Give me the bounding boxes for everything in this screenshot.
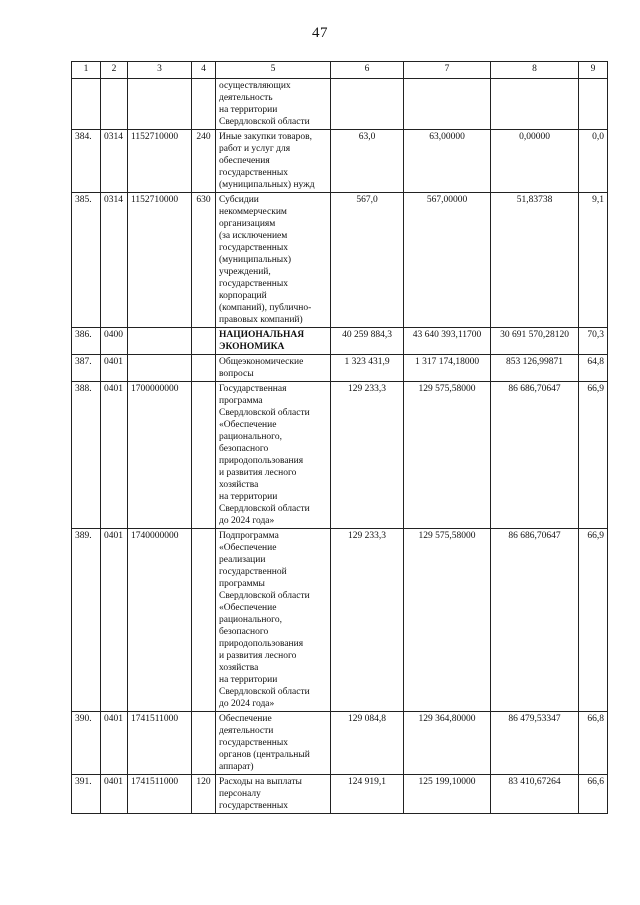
target-article-cell: 1741511000 [128,712,192,775]
budget-table [71,61,608,814]
section-code-cell: 0314 [101,193,128,328]
target-article-cell [128,355,192,382]
item-name-cell: НАЦИОНАЛЬНАЯ ЭКОНОМИКА [216,328,331,355]
executed-amount-cell: 86 686,70647 [491,529,579,712]
target-article-cell [128,79,192,130]
item-name-cell: Общеэкономические вопросы [216,355,331,382]
target-article-cell: 1740000000 [128,529,192,712]
column-header-6: 6 [331,62,404,79]
execution-percent-cell [579,79,608,130]
row-number-cell [72,79,101,130]
execution-percent-cell: 64,8 [579,355,608,382]
revised-amount-cell: 567,00000 [404,193,491,328]
target-article-cell: 1152710000 [128,130,192,193]
target-article-cell: 1741511000 [128,775,192,814]
execution-percent-cell: 66,9 [579,529,608,712]
expense-type-cell [192,382,216,529]
revised-amount-cell: 125 199,10000 [404,775,491,814]
item-name-cell: Расходы на выплаты персоналу государственных [216,775,331,814]
table-row [72,775,608,814]
approved-amount-cell: 1 323 431,9 [331,355,404,382]
table-row [72,193,608,328]
item-name-cell: Государственная программа Свердловской области «Обеспечение рационального, безопасного природопользования и развития лесного хозяйства на территории Свердловской области до 2024 года» [216,382,331,529]
table-row [72,328,608,355]
column-header-2: 2 [101,62,128,79]
row-number-cell: 384. [72,130,101,193]
target-article-cell: 1152710000 [128,193,192,328]
executed-amount-cell: 30 691 570,28120 [491,328,579,355]
expense-type-cell [192,79,216,130]
revised-amount-cell: 43 640 393,11700 [404,328,491,355]
row-number-cell: 390. [72,712,101,775]
revised-amount-cell: 1 317 174,18000 [404,355,491,382]
executed-amount-cell: 83 410,67264 [491,775,579,814]
section-code-cell: 0401 [101,382,128,529]
section-code-cell: 0314 [101,130,128,193]
revised-amount-cell [404,79,491,130]
approved-amount-cell: 129 233,3 [331,382,404,529]
revised-amount-cell: 129 575,58000 [404,529,491,712]
row-number-cell: 385. [72,193,101,328]
column-header-9: 9 [579,62,608,79]
expense-type-cell: 120 [192,775,216,814]
execution-percent-cell: 66,9 [579,382,608,529]
row-number-cell: 391. [72,775,101,814]
executed-amount-cell: 86 479,53347 [491,712,579,775]
target-article-cell: 1700000000 [128,382,192,529]
column-header-1: 1 [72,62,101,79]
table-header-row [72,62,608,79]
section-code-cell: 0401 [101,529,128,712]
row-number-cell: 387. [72,355,101,382]
table-body [72,79,608,814]
item-name-cell: Обеспечение деятельности государственных органов (центральный аппарат) [216,712,331,775]
page-number: 47 [312,25,328,41]
executed-amount-cell [491,79,579,130]
execution-percent-cell: 66,8 [579,712,608,775]
execution-percent-cell: 9,1 [579,193,608,328]
revised-amount-cell: 63,00000 [404,130,491,193]
revised-amount-cell: 129 364,80000 [404,712,491,775]
execution-percent-cell: 0,0 [579,130,608,193]
approved-amount-cell: 129 233,3 [331,529,404,712]
column-header-5: 5 [216,62,331,79]
approved-amount-cell [331,79,404,130]
row-number-cell: 389. [72,529,101,712]
executed-amount-cell: 51,83738 [491,193,579,328]
column-header-8: 8 [491,62,579,79]
section-code-cell: 0400 [101,328,128,355]
table-row [72,712,608,775]
executed-amount-cell: 853 126,99871 [491,355,579,382]
section-code-cell: 0401 [101,355,128,382]
expense-type-cell: 630 [192,193,216,328]
approved-amount-cell: 40 259 884,3 [331,328,404,355]
section-code-cell: 0401 [101,775,128,814]
approved-amount-cell: 124 919,1 [331,775,404,814]
section-code-cell: 0401 [101,712,128,775]
approved-amount-cell: 567,0 [331,193,404,328]
table-row [72,130,608,193]
expense-type-cell [192,712,216,775]
approved-amount-cell: 63,0 [331,130,404,193]
item-name-cell: осуществляющих деятельность на территории Свердловской области [216,79,331,130]
revised-amount-cell: 129 575,58000 [404,382,491,529]
column-header-7: 7 [404,62,491,79]
column-header-3: 3 [128,62,192,79]
approved-amount-cell: 129 084,8 [331,712,404,775]
item-name-cell: Субсидии некоммерческим организациям (за исключением государственных (муниципальных) учреждений, государственных корпораций (компаний), публично- правовых компаний) [216,193,331,328]
column-header-4: 4 [192,62,216,79]
table-row [72,382,608,529]
execution-percent-cell: 70,3 [579,328,608,355]
expense-type-cell [192,355,216,382]
item-name-cell: Подпрограмма «Обеспечение реализации государственной программы Свердловской области «Обеспечение рационального, безопасного природопользования и развития лесного хозяйства на территории Свердловской области до 2024 года» [216,529,331,712]
expense-type-cell: 240 [192,130,216,193]
item-name-cell: Иные закупки товаров, работ и услуг для обеспечения государственных (муниципальных) нужд [216,130,331,193]
table-row [72,79,608,130]
expense-type-cell [192,328,216,355]
expense-type-cell [192,529,216,712]
row-number-cell: 388. [72,382,101,529]
execution-percent-cell: 66,6 [579,775,608,814]
row-number-cell: 386. [72,328,101,355]
executed-amount-cell: 86 686,70647 [491,382,579,529]
target-article-cell [128,328,192,355]
table-row [72,355,608,382]
executed-amount-cell: 0,00000 [491,130,579,193]
section-code-cell [101,79,128,130]
table-row [72,529,608,712]
